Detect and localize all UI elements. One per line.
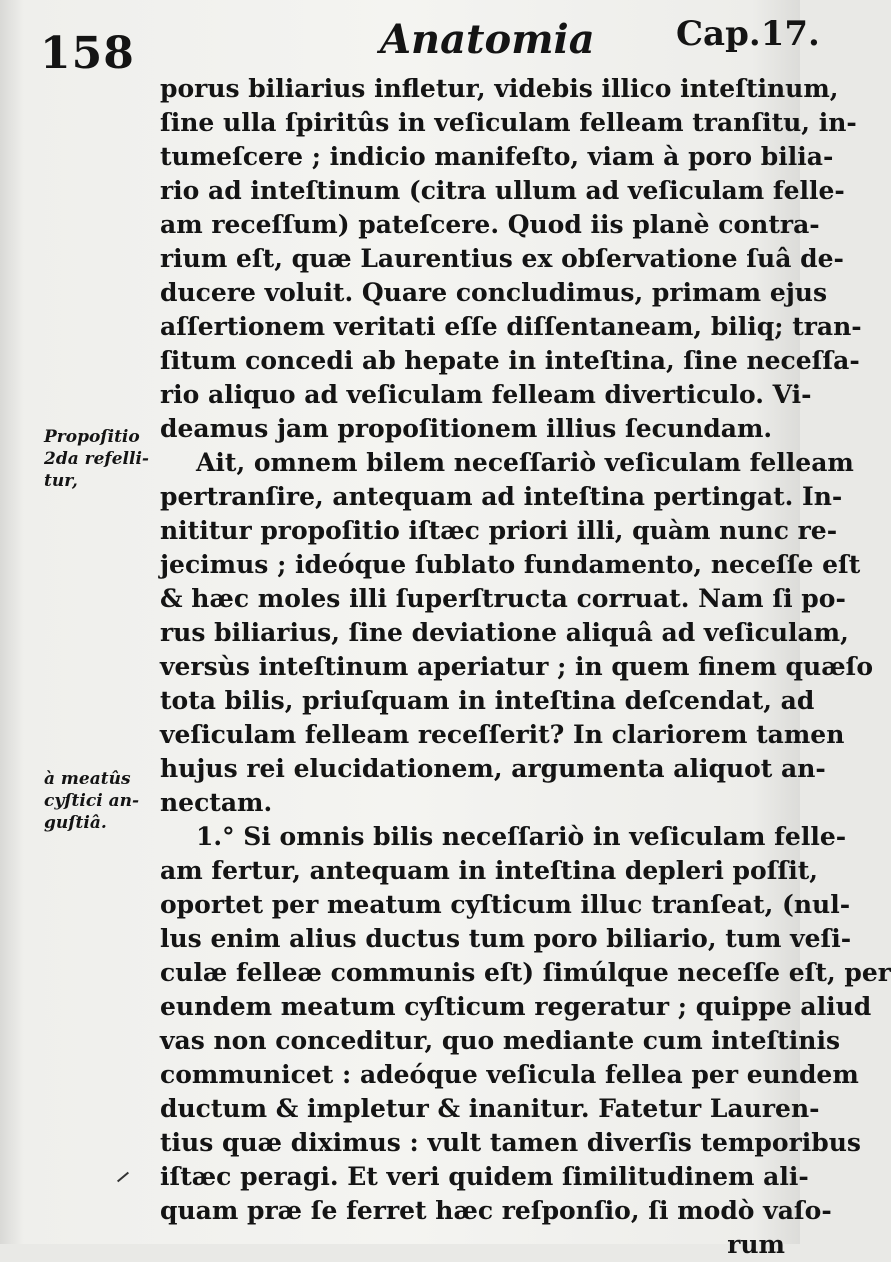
text-line: am receſſum) pateſcere. Quod iis planè contra- (160, 210, 820, 239)
page-number: 158 (40, 28, 135, 79)
text-line: hujus rei elucidationem, argumenta aliquot an- (160, 754, 826, 783)
text-line: rio ad inteſtinum (citra ullum ad veſiculam felle- (160, 176, 845, 205)
text-line: 1.° Si omnis bilis neceſſariò in veſiculam felle- (196, 822, 847, 851)
text-line: iſtæc peragi. Et veri quidem ſimilitudinem ali- (160, 1162, 809, 1191)
text-line: lus enim alius ductus tum poro biliario, tum veſi- (160, 924, 852, 953)
text-line: jecimus ; ideóque ſublato fundamento, neceſſe eſt (160, 550, 861, 579)
text-line: versùs inteſtinum aperiatur ; in quem finem quæſo (160, 652, 874, 681)
margin-note-line: Propoſitio (44, 427, 140, 447)
text-line: ſine ulla ſpiritûs in veſiculam felleam tranſitu, in- (160, 108, 857, 137)
text-line: communicet : adeóque veſicula fellea per eundem (160, 1060, 859, 1089)
text-line: pertranſire, antequam ad inteſtina pertingat. In- (160, 482, 843, 511)
text-line: rus biliarius, ſine deviatione aliquâ ad veſiculam, (160, 618, 849, 647)
text-line: rio aliquo ad veſiculam felleam diverticulo. Vi- (160, 380, 812, 409)
text-line: porus biliarius infletur, videbis illico inteſtinum, (160, 74, 839, 103)
margin-note-propositio (44, 426, 159, 492)
body-text (160, 72, 891, 1262)
text-line: nititur propoſitio iſtæc priori illi, quàm nunc re- (160, 516, 838, 545)
margin-note-line: cyſtici an- (44, 791, 140, 811)
text-line: & hæc moles illi ſuperſtructa corruat. Nam ſi po- (160, 584, 846, 613)
text-line: rium eſt, quæ Laurentius ex obſervatione ſuâ de- (160, 244, 844, 273)
text-line: tumeſcere ; indicio manifeſto, viam à poro bilia- (160, 142, 834, 171)
chapter-reference: Cap.17. (676, 14, 820, 54)
margin-note-line: 2da refelli- (44, 449, 149, 469)
margin-note-line: tur, (44, 471, 78, 491)
margin-note-line: à meatûs (44, 769, 131, 789)
text-line: ſitum concedi ab hepate in inteſtina, ſine neceſſa- (160, 346, 860, 375)
text-line: am fertur, antequam in inteſtina depleri poſſit, (160, 856, 818, 885)
margin-note-meatus (44, 768, 159, 834)
text-line: deamus jam propoſitionem illius ſecundam. (160, 414, 773, 443)
running-title: Anatomia (380, 16, 595, 63)
text-line: tius quæ diximus : vult tamen diverſis temporibus (160, 1128, 861, 1157)
text-line: quam præ ſe ferret hæc reſponſio, ſi modò vaſo- (160, 1196, 832, 1225)
text-line: vas non conceditur, quo mediante cum inteſtinis (160, 1026, 841, 1055)
text-line: Ait, omnem bilem neceſſariò veſiculam felleam (196, 448, 854, 477)
text-line: ducere voluit. Quare concludimus, primam ejus (160, 278, 828, 307)
text-line: oportet per meatum cyſticum illuc tranſeat, (nul- (160, 890, 851, 919)
text-line: culæ felleæ communis eſt) ſimúlque neceſſe eſt, per (160, 958, 891, 987)
text-line: ductum & impletur & inanitur. Fatetur Lauren- (160, 1094, 820, 1123)
ink-mark (117, 1172, 129, 1183)
text-line: tota bilis, priuſquam in inteſtina deſcendat, ad (160, 686, 815, 715)
text-line: eundem meatum cyſticum regeratur ; quippe aliud (160, 992, 872, 1021)
margin-note-line: guſtiâ. (44, 813, 107, 833)
text-line: nectam. (160, 788, 273, 817)
text-line: veſiculam felleam receſſerit? In clariorem tamen (160, 720, 845, 749)
text-line: aſſertionem veritati eſſe diſſentaneam, biliq; tran- (160, 312, 862, 341)
text-line: rum (727, 1230, 785, 1259)
